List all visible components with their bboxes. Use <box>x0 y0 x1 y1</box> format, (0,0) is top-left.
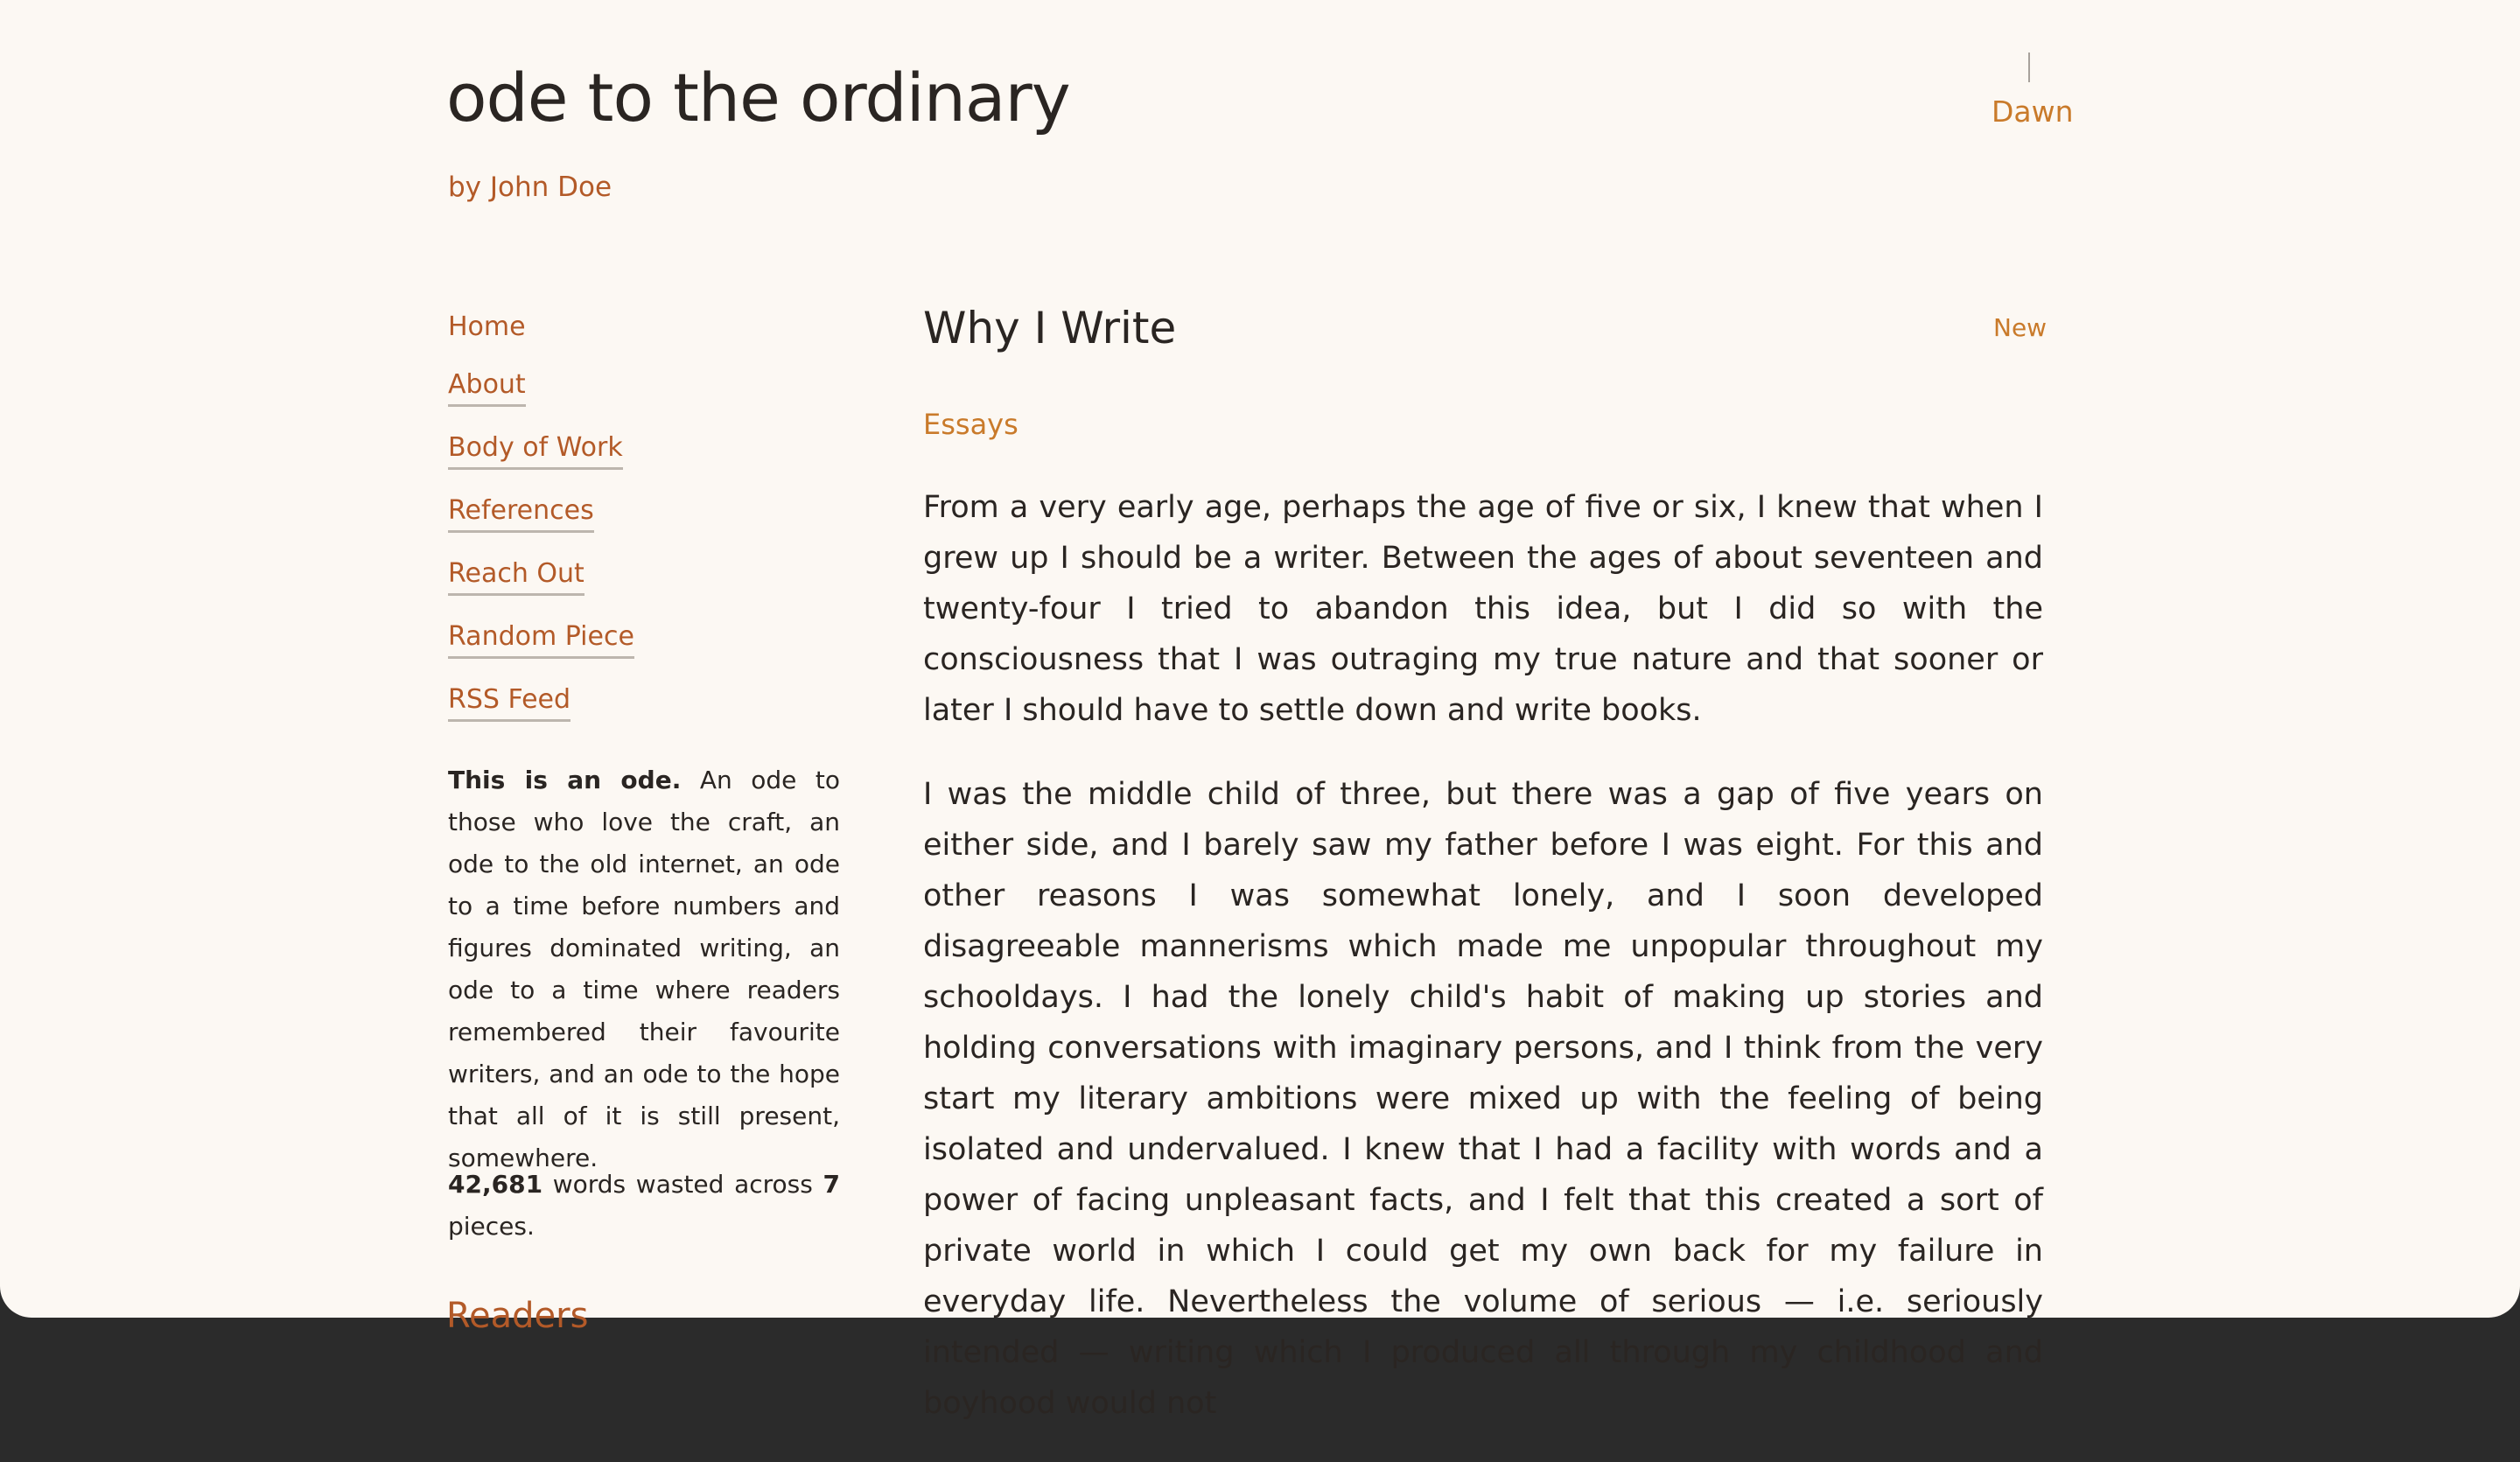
site-description <box>448 759 840 1179</box>
word-count-text: words wasted across <box>552 1170 813 1199</box>
author-byline: by John Doe <box>448 171 612 203</box>
readers-heading: Readers <box>446 1296 589 1336</box>
nav-link-body-of-work[interactable] <box>448 430 842 470</box>
nav-link-label: RSS Feed <box>448 682 570 722</box>
sidebar-nav <box>448 310 842 722</box>
piece-count-number: 7 <box>822 1170 841 1199</box>
site-description-text: An ode to those who love the craft, an ode to the old internet, an ode to a time before numbers and figures dominated writing, an ode to a time where readers remembered their favourite writers, and an ode to the hope that all of it is still present, somewhere. <box>448 766 840 1172</box>
nav-link-reach-out[interactable] <box>448 556 842 596</box>
nav-link-home[interactable] <box>448 310 842 346</box>
theme-toggle-button[interactable]: Dawn <box>1992 94 2074 129</box>
post-category-link[interactable]: Essays <box>923 408 1018 441</box>
nav-link-label: About <box>448 367 526 407</box>
nav-link-label: Home <box>448 311 526 342</box>
nav-link-label: References <box>448 493 594 533</box>
word-count-number: 42,681 <box>448 1170 543 1199</box>
nav-link-label: Random Piece <box>448 619 634 659</box>
post-paragraph: I was the middle child of three, but there was a gap of five years on either side, and I barely saw my father before I was eight. For this and other reasons I was somewhat lonely, and I soon developed disagreeable mannerisms which made me unpopular throughout my schooldays. I had the lonely child's habit of making up stories and holding conversations with imaginary persons, and I think from the very start my literary ambitions were mixed up with the feeling of being isolated and undervalued. I knew that I had a facility with words and a power of facing unpleasant facts, and I felt that this created a sort of private world in which I could get my own back for my failure in everyday life. Nevertheless the volume of serious — i.e. seriously intended — writing which I produced all through my childhood and boyhood would not <box>923 777 2043 1421</box>
word-count-suffix: pieces. <box>448 1212 535 1241</box>
post-title: Why I Write <box>923 303 1177 353</box>
nav-link-about[interactable] <box>448 367 842 407</box>
nav-link-label: Body of Work <box>448 430 623 470</box>
new-badge: New <box>1993 313 2048 342</box>
site-description-lead: This is an ode. <box>448 766 682 794</box>
site-title[interactable]: ode to the ordinary <box>446 59 1070 136</box>
nav-link-label: Reach Out <box>448 556 584 596</box>
word-count-stat <box>448 1164 840 1248</box>
nav-link-random-piece[interactable] <box>448 619 842 659</box>
theme-divider <box>2028 52 2030 82</box>
post-body <box>923 482 2043 1462</box>
post-paragraph: From a very early age, perhaps the age of five or six, I knew that when I grew up I should be a writer. Between the ages of about seventeen and twenty-four I tried to abandon this idea, but I did so with the consciousness that I was outraging my true nature and that sooner or later I should have to settle down and write books. <box>923 490 2043 728</box>
nav-link-rss-feed[interactable] <box>448 682 842 722</box>
nav-link-references[interactable] <box>448 493 842 533</box>
